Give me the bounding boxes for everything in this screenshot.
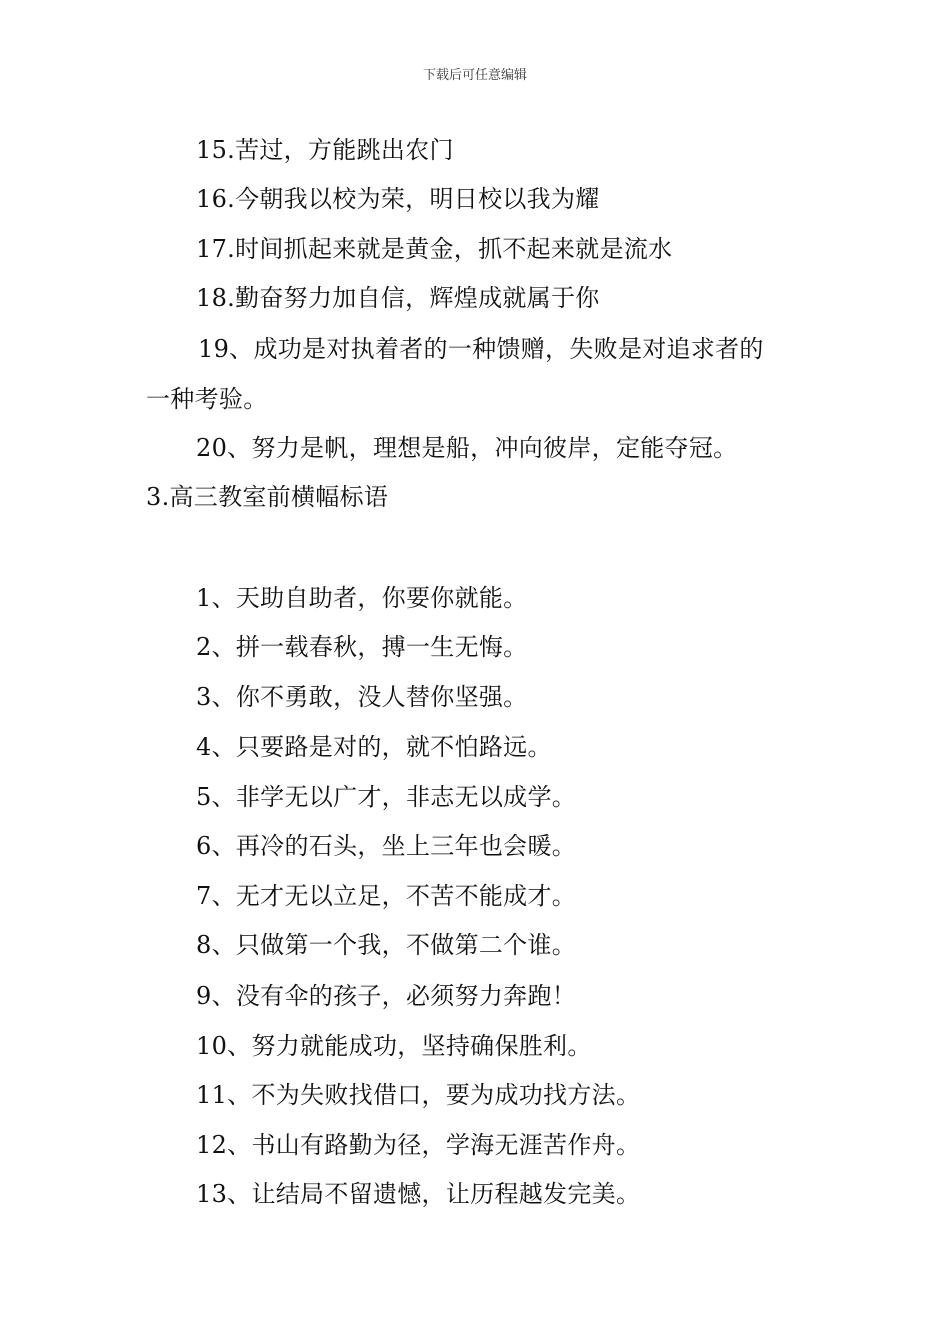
slogan-line-continuation: 一种考验。 <box>146 385 268 413</box>
slogan-line: 16.今朝我以校为荣，明日校以我为耀 <box>196 185 600 213</box>
slogan-line: 12、书山有路勤为径，学海无涯苦作舟。 <box>196 1131 641 1159</box>
slogan-line: 8、只做第一个我，不做第二个谁。 <box>196 931 577 959</box>
slogan-line: 13、让结局不留遗憾，让历程越发完美。 <box>196 1180 641 1208</box>
slogan-line: 6、再冷的石头，坐上三年也会暖。 <box>196 832 577 860</box>
slogan-line: 15.苦过，方能跳出农门 <box>196 136 454 164</box>
slogan-line: 17.时间抓起来就是黄金，抓不起来就是流水 <box>196 235 673 263</box>
page-header: 下载后可任意编辑 <box>422 68 527 83</box>
section-heading: 3.高三教室前横幅标语 <box>146 483 389 511</box>
slogan-line: 5、非学无以广才，非志无以成学。 <box>196 783 577 811</box>
slogan-line: 1、天助自助者，你要你就能。 <box>196 584 528 612</box>
slogan-line: 4、只要路是对的，就不怕路远。 <box>196 733 552 761</box>
slogan-line: 3、你不勇敢，没人替你坚强。 <box>196 683 528 711</box>
slogan-line: 9、没有伞的孩子，必须努力奔跑！ <box>196 982 577 1010</box>
slogan-line: 2、拼一载春秋，搏一生无悔。 <box>196 633 528 661</box>
slogan-line: 20、努力是帆，理想是船，冲向彼岸，定能夺冠。 <box>196 434 738 462</box>
slogan-line: 19、成功是对执着者的一种馈赠，失败是对追求者的 <box>198 335 764 363</box>
slogan-line: 11、不为失败找借口，要为成功找方法。 <box>196 1081 641 1109</box>
slogan-line: 10、努力就能成功，坚持确保胜利。 <box>196 1032 592 1060</box>
slogan-line: 18.勤奋努力加自信，辉煌成就属于你 <box>196 284 600 312</box>
slogan-line: 7、无才无以立足，不苦不能成才。 <box>196 882 577 910</box>
